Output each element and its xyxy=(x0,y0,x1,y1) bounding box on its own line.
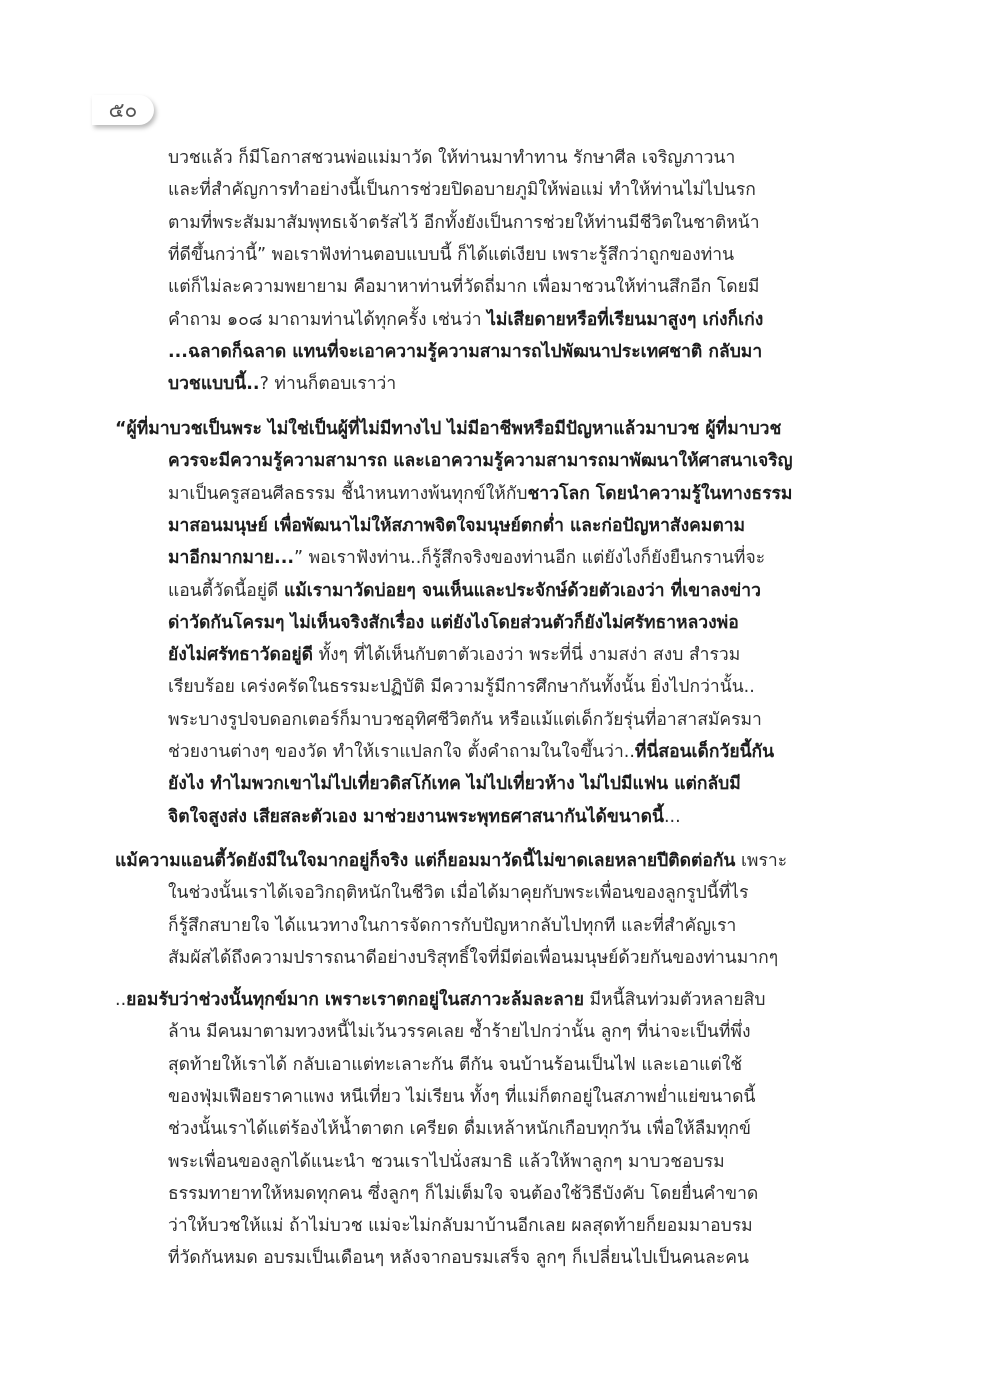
text-line xyxy=(168,271,759,303)
bold-text: ...ฉลาดก็ฉลาด แทนที่จะเอาความรู้ความสามารถไปพัฒนาประเทศชาติ กลับมา xyxy=(168,341,763,362)
text-line xyxy=(115,845,788,877)
text-line xyxy=(168,768,741,800)
text-segment: ของฟุ่มเฟือยราคาแพง หนีเที่ยว ไม่เรียน ทั้งๆ ที่แม่ก็ตกอยู่ในสภาพย่ำแย่ขนาดนี้ xyxy=(168,1086,756,1107)
text-line xyxy=(115,984,765,1016)
bold-text: บวชแบบนี้.. xyxy=(168,374,260,395)
bold-text: มาอีกมากมาย... xyxy=(168,548,294,569)
text-line xyxy=(168,336,762,368)
bold-text: “ผู้ที่มาบวชเป็นพระ ไม่ใช่เป็นผู้ที่ไม่มีทางไป ไม่มีอาชีพหรือมีปัญหาแล้วมาบวช ผู้ที่มาบวช xyxy=(115,419,782,439)
text-line xyxy=(168,207,760,239)
bold-text: ยังไง ทำไมพวกเขาไม่ไปเที่ยวดิสโก้เทค ไม่ไปเที่ยวห้าง ไม่ไปมีแฟน แต่กลับมี xyxy=(168,774,741,795)
text-line xyxy=(168,639,740,671)
bold-text: มาสอนมนุษย์ เพื่อพัฒนาไม่ให้สภาพจิตใจมนุษย์ตกต่ำ และก่อปัญหาสังคมตาม xyxy=(168,515,746,536)
text-line xyxy=(168,239,734,271)
text-segment: พระเพื่อนของลูกได้แนะนำ ชวนเราไปนั่งสมาธิ แล้วให้พาลูกๆ มาบวชอบรม xyxy=(168,1151,725,1172)
text-line xyxy=(168,910,736,942)
text-line xyxy=(168,1049,742,1081)
text-segment: สัมผัสได้ถึงความปรารถนาดีอย่างบริสุทธิ์ใจที่มีต่อเพื่อนมนุษย์ด้วยกันของท่านมากๆ xyxy=(168,947,779,968)
text-line xyxy=(168,671,755,703)
text-line xyxy=(168,1146,725,1178)
text-segment: และที่สำคัญการทำอย่างนี้เป็นการช่วยปิดอบายภูมิให้พ่อแม่ ทำให้ท่านไม่ไปนรก xyxy=(168,180,756,201)
text-segment: ” พอเราฟังท่าน..ก็รู้สึกจริงของท่านอีก แต่ยังไงก็ยังยืนกรานที่จะ xyxy=(294,548,766,569)
text-segment: ก็รู้สึกสบายใจ ได้แนวทางในการจัดการกับปัญหากลับไปทุกที และที่สำคัญเรา xyxy=(168,915,737,936)
text-line xyxy=(168,174,756,206)
bold-text: ด่าวัดกันโครมๆ ไม่เห็นจริงสักเรื่อง แต่ยังไงโดยส่วนตัวก็ยังไม่ศรัทธาหลวงพ่อ xyxy=(168,612,739,633)
text-line xyxy=(115,413,782,445)
bold-text: จิตใจสูงส่ง เสียสละตัวเอง มาช่วยงานพระพุทธศาสนากันได้ขนาดนี้ xyxy=(168,806,664,827)
text-segment: เพราะ xyxy=(735,851,788,871)
text-line xyxy=(168,801,681,833)
bold-text: ควรจะมีความรู้ความสามารถ และเอาความรู้ความสามารถมาพัฒนาให้ศาสนาเจริญ xyxy=(168,451,793,472)
text-segment: ว่าให้บวชให้แม่ ถ้าไม่บวช แม่จะไม่กลับมาบ้านอีกเลย ผลสุดท้ายก็ยอมมาอบรม xyxy=(168,1216,753,1237)
text-segment: มาเป็นครูสอนศีลธรรม ชี้นำหนทางพ้นทุกข์ให้กับ xyxy=(168,483,528,504)
text-segment: สุดท้ายให้เราได้ กลับเอาแต่ทะเลาะกัน ตีกัน จนบ้านร้อนเป็นไฟ และเอาแต่ใช้ xyxy=(168,1054,743,1075)
text-segment: ? ท่านก็ตอบเราว่า xyxy=(259,374,397,395)
text-segment: ตามที่พระสัมมาสัมพุทธเจ้าตรัสไว้ อีกทั้งยังเป็นการช่วยให้ท่านมีชีวิตในชาติหน้า xyxy=(168,212,760,233)
text-line xyxy=(168,704,762,736)
text-line xyxy=(168,142,735,174)
text-line xyxy=(168,445,793,477)
text-segment: ช่วงนั้นเราได้แต่ร้องไห้น้ำตาตก เครียด ดื่มเหล้าหนักเกือบทุกวัน เพื่อให้ลืมทุกข์ xyxy=(168,1119,751,1140)
text-line xyxy=(168,1242,749,1274)
bold-text: ยังไม่ศรัทธาวัดอยู่ดี xyxy=(168,645,314,666)
bold-text: ยอมรับว่าช่วงนั้นทุกข์มาก เพราะเราตกอยู่ในสภาวะล้มละลาย xyxy=(126,990,584,1010)
text-segment: ช่วยงานต่างๆ ของวัด ทำให้เราแปลกใจ ตั้งคำถามในใจขึ้นว่า.. xyxy=(168,742,635,762)
text-segment: ธรรมทายาทให้หมดทุกคน ซึ่งลูกๆ ก็ไม่เต็มใจ จนต้องใช้วิธีบังคับ โดยยื่นคำขาด xyxy=(168,1183,759,1204)
text-line xyxy=(168,1016,751,1048)
text-segment: ทั้งๆ ที่ได้เห็นกับตาตัวเองว่า พระที่นี่ งามสง่า สงบ สำรวม xyxy=(313,645,741,666)
text-segment: คำถาม ๑๐๘ มาถามท่านได้ทุกครั้ง เช่นว่า xyxy=(168,309,488,330)
text-line xyxy=(168,1210,753,1242)
text-line xyxy=(168,478,793,510)
text-segment: บวชแล้ว ก็มีโอกาสชวนพ่อแม่มาวัด ให้ท่านมาทำทาน รักษาศีล เจริญภาวนา xyxy=(168,148,736,168)
text-line xyxy=(168,607,739,639)
text-line xyxy=(168,510,745,542)
bold-text: แม้ความแอนตี้วัดยังมีในใจมากอยู่ก็จริง แต่ก็ยอมมาวัดนี้ไม่ขาดเลยหลายปีติดต่อกัน xyxy=(115,851,736,871)
text-segment: เรียบร้อย เคร่งครัดในธรรมะปฏิบัติ มีความรู้มีการศึกษากันทั้งนั้น ยิ่งไปกว่านั้น.. xyxy=(168,677,755,698)
bold-text: ชาวโลก โดยนำความรู้ในทางธรรม xyxy=(527,483,793,504)
text-segment: ที่วัดกันหมด อบรมเป็นเดือนๆ หลังจากอบรมเสร็จ ลูกๆ ก็เปลี่ยนไปเป็นคนละคน xyxy=(168,1248,749,1269)
text-line xyxy=(168,736,775,768)
text-line xyxy=(168,942,779,974)
text-line xyxy=(168,877,749,909)
text-line xyxy=(168,575,761,607)
text-segment: แต่ก็ไม่ละความพยายาม คือมาหาท่านที่วัดถี่มาก เพื่อมาชวนให้ท่านสึกอีก โดยมี xyxy=(168,277,760,298)
bold-text: ที่นี่สอนเด็กวัยนี้กัน xyxy=(634,742,775,762)
text-segment: พระบางรูปจบดอกเตอร์ก็มาบวชอุทิศชีวิตกัน หรือแม้แต่เด็กวัยรุ่นที่อาสาสมัครมา xyxy=(168,709,762,730)
bold-text: ไม่เสียดายหรือที่เรียนมาสูงๆ เก่งก็เก่ง xyxy=(487,309,764,330)
page-number: ๕๐ xyxy=(92,95,154,125)
text-line xyxy=(168,1178,758,1210)
text-segment: ล้าน มีคนมาตามทวงหนี้ไม่เว้นวรรคเลย ซ้ำร้ายไปกว่านั้น ลูกๆ ที่น่าจะเป็นที่พึ่ง xyxy=(168,1022,751,1043)
text-segment: .. xyxy=(115,990,127,1010)
text-segment: มีหนี้สินท่วมตัวหลายสิบ xyxy=(583,990,766,1010)
text-segment: ที่ดีขึ้นกว่านี้” พอเราฟังท่านตอบแบบนี้ ก็ได้แต่เงียบ เพราะรู้สึกว่าถูกของท่าน xyxy=(168,244,735,265)
text-segment: ... xyxy=(663,806,681,827)
text-segment: แอนตี้วัดนี้อยู่ดี xyxy=(168,580,284,601)
text-line xyxy=(168,1113,751,1145)
text-line xyxy=(168,542,765,574)
text-line xyxy=(168,1081,755,1113)
text-line xyxy=(168,304,763,336)
bold-text: แม้เรามาวัดบ่อยๆ จนเห็นและประจักษ์ด้วยตัวเองว่า ที่เขาลงข่าว xyxy=(283,580,761,601)
text-segment: ในช่วงนั้นเราได้เจอวิกฤติหนักในชีวิต เมื่อได้มาคุยกับพระเพื่อนของลูกรูปนี้ที่ไร xyxy=(168,883,749,904)
text-line xyxy=(168,368,396,400)
